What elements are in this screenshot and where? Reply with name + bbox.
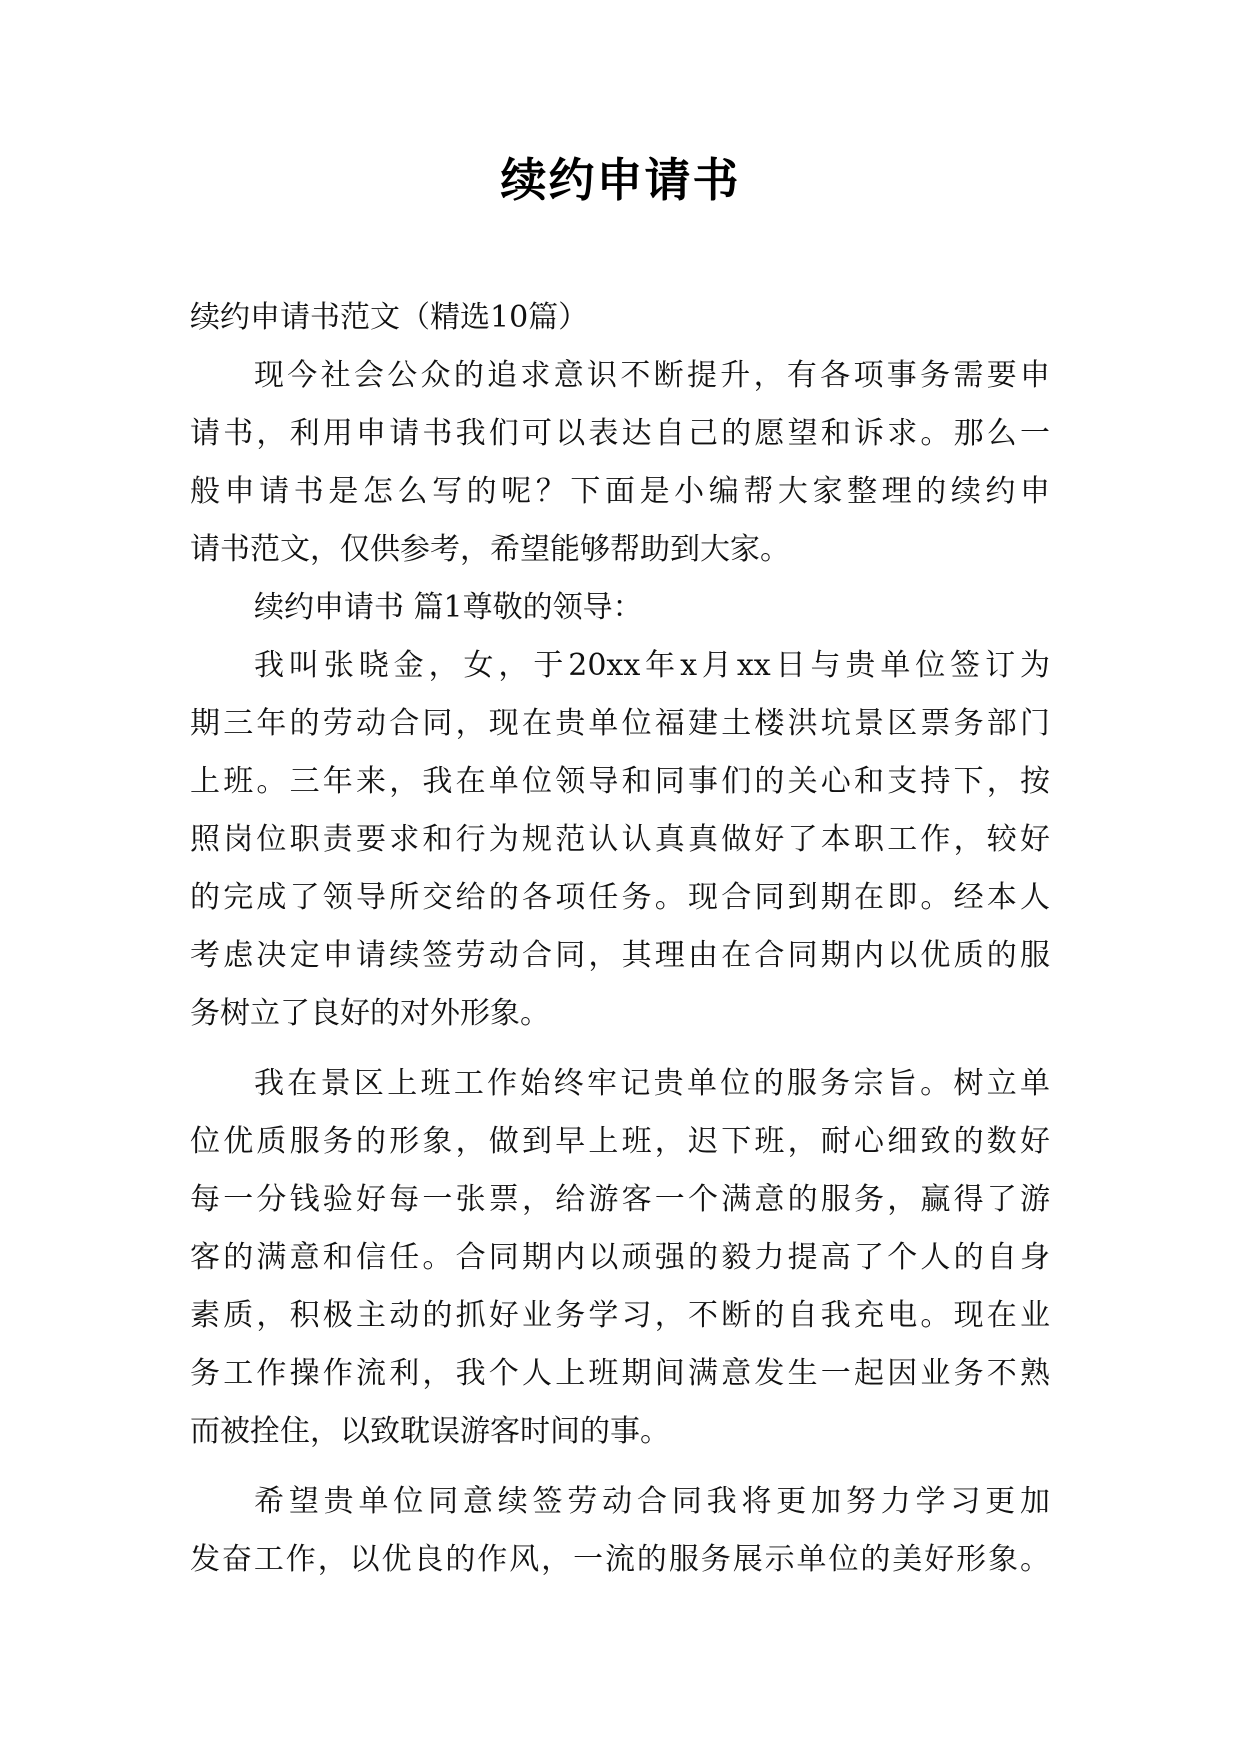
text-line: 希望贵单位同意续签劳动合同我将更加努力学习更加 xyxy=(254,1484,1050,1519)
text-line: 发奋工作，以优良的作风，一流的服务展示单位的美好形象。 xyxy=(190,1542,1050,1577)
text-line: 考虑决定申请续签劳动合同，其理由在合同期内以优质的服 xyxy=(190,938,1050,973)
text-line: 素质，积极主动的抓好业务学习，不断的自我充电。现在业 xyxy=(190,1298,1050,1333)
text-line: 照岗位职责要求和行为规范认认真真做好了本职工作，较好 xyxy=(190,822,1050,857)
text-line: 请书范文，仅供参考，希望能够帮助到大家。 xyxy=(190,532,790,567)
text-line: 续约申请书 篇1尊敬的领导： xyxy=(254,590,643,625)
text-line: 般申请书是怎么写的呢？下面是小编帮大家整理的续约申 xyxy=(190,474,1050,509)
text-line: 每一分钱验好每一张票，给游客一个满意的服务，赢得了游 xyxy=(190,1182,1050,1217)
document-body xyxy=(190,289,1050,1589)
paragraph-gap xyxy=(190,1043,1050,1055)
text-line: 期三年的劳动合同，现在贵单位福建土楼洪坑景区票务部门 xyxy=(190,706,1050,741)
text-line: 客的满意和信任。合同期内以顽强的毅力提高了个人的自身 xyxy=(190,1240,1050,1275)
text-line: 请书，利用申请书我们可以表达自己的愿望和诉求。那么一 xyxy=(190,416,1050,451)
text-line: 而被拴住，以致耽误游客时间的事。 xyxy=(190,1414,670,1449)
text-line: 我在景区上班工作始终牢记贵单位的服务宗旨。树立单 xyxy=(254,1066,1050,1101)
text-line: 的完成了领导所交给的各项任务。现合同到期在即。经本人 xyxy=(190,880,1050,915)
paragraph-gap xyxy=(190,1461,1050,1473)
text-line: 位优质服务的形象，做到早上班，迟下班，耐心细致的数好 xyxy=(190,1124,1050,1159)
document-title: 续约申请书 xyxy=(500,153,741,207)
text-line: 我叫张晓金，女，于20xx年x月xx日与贵单位签订为 xyxy=(254,648,1050,683)
text-line: 上班。三年来，我在单位领导和同事们的关心和支持下，按 xyxy=(190,764,1050,799)
text-line: 务工作操作流利，我个人上班期间满意发生一起因业务不熟 xyxy=(190,1356,1050,1391)
text-line: 续约申请书范文（精选10篇） xyxy=(190,300,589,335)
text-line: 务树立了良好的对外形象。 xyxy=(190,996,550,1031)
text-line: 现今社会公众的追求意识不断提升，有各项事务需要申 xyxy=(254,358,1050,393)
